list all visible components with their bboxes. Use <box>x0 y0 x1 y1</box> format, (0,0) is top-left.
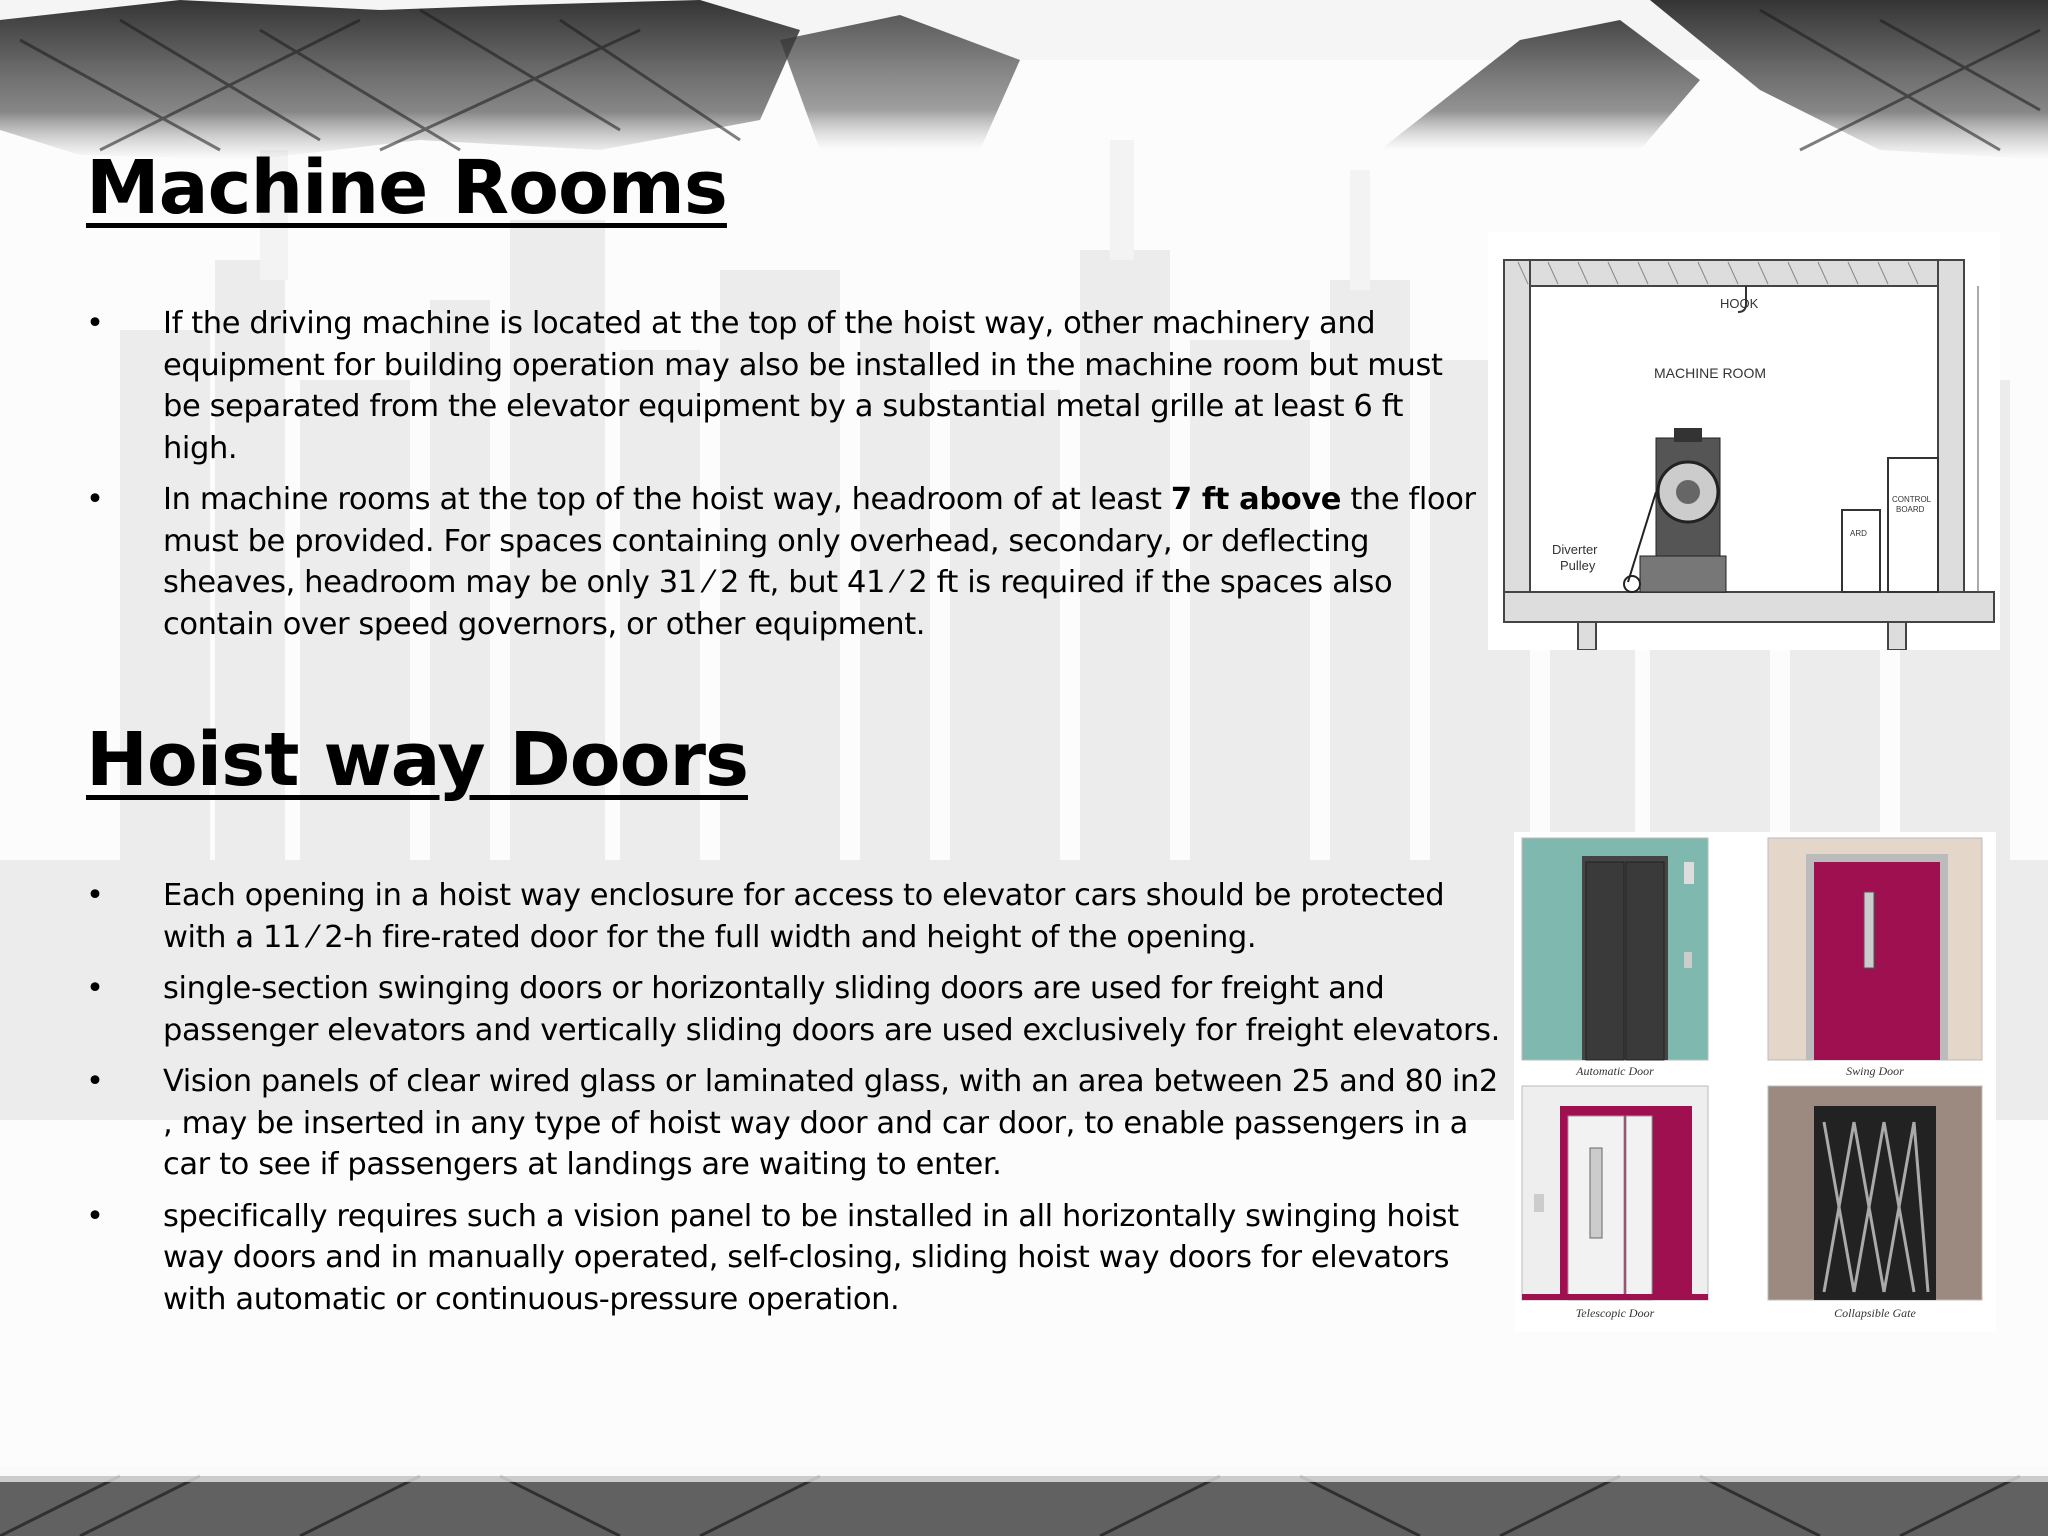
door-caption-swing: Swing Door <box>1846 1064 1904 1078</box>
bullet-marker: • <box>86 1198 104 1234</box>
hoist-way-doors-bullet-list <box>86 875 1500 1330</box>
bullet-text: the floor must be provided. For spaces containing only overhead, secondary, or deflecting sheaves, headroom may be only 31 ⁄ 2 ft, but 41 ⁄ 2 ft is required if the spaces also contain over speed governors, or other equipment. <box>163 482 1476 642</box>
diverter-label-2: Pulley <box>1560 558 1596 573</box>
hoist-way-doors-heading: Hoist way Doors <box>86 717 748 803</box>
machine-rooms-bullet-list <box>86 303 1486 655</box>
bullet-marker: • <box>86 878 104 913</box>
hook-label: HOOK <box>1720 296 1759 311</box>
bullet-text-bold: 7 ft above <box>1170 482 1342 517</box>
door-caption-collapsible: Collapsible Gate <box>1834 1306 1916 1320</box>
machine-rooms-heading: Machine Rooms <box>86 145 727 231</box>
bullet-text: specifically requires such a vision panel to be installed in all horizontally swinging hoist way doors and in manually operated, self-closing, sliding hoist way doors for elevators with automatic or continuous-pressure operation. <box>163 1198 1459 1317</box>
bullet-item <box>86 1061 1500 1186</box>
bullet-item <box>86 1196 1500 1321</box>
bullet-text: single-section swinging doors or horizontally sliding doors are used for freight and passenger elevators and vertically sliding doors are used exclusively for freight elevators. <box>163 971 1500 1048</box>
machine-room-diagram <box>1488 232 2000 650</box>
bullet-marker: • <box>86 482 104 517</box>
door-caption-telescopic: Telescopic Door <box>1575 1306 1655 1320</box>
bullet-text: In machine rooms at the top of the hoist way, headroom of at least <box>163 482 1171 517</box>
bullet-item <box>86 968 1500 1051</box>
door-illustrations <box>1514 832 1996 1332</box>
bullet-text: Each opening in a hoist way enclosure for access to elevator cars should be protected with a 11 ⁄ 2-h fire-rated door for the full width and height of the opening. <box>163 878 1445 955</box>
grunge-bottom-border <box>0 1466 2048 1536</box>
bullet-marker: • <box>86 1064 104 1099</box>
diverter-label-1: Diverter <box>1552 542 1598 557</box>
bullet-text: Vision panels of clear wired glass or laminated glass, with an area between 25 and 80 in2 , may be inserted in any type of hoist way door and car door, to enable passengers in a car to see if passengers at landings are waiting to enter. <box>163 1064 1498 1182</box>
door-caption-automatic: Automatic Door <box>1576 1064 1654 1078</box>
bullet-item <box>86 479 1486 645</box>
bullet-item <box>86 875 1500 958</box>
control-board-label-1: CONTROL <box>1892 495 1932 504</box>
bullet-marker: • <box>86 971 104 1006</box>
bullet-marker: • <box>86 306 104 341</box>
machine-room-label: MACHINE ROOM <box>1654 365 1766 381</box>
ard-label: ARD <box>1850 529 1867 538</box>
control-board-label-2: BOARD <box>1896 505 1925 514</box>
bullet-item <box>86 303 1486 469</box>
bullet-text: If the driving machine is located at the top of the hoist way, other machinery and equipment for building operation may also be installed in the machine room but must be separated from the elevator equipment by a substantial metal grille at least 6 ft high. <box>163 306 1443 466</box>
elevator-door-types-figure <box>1514 832 1996 1332</box>
